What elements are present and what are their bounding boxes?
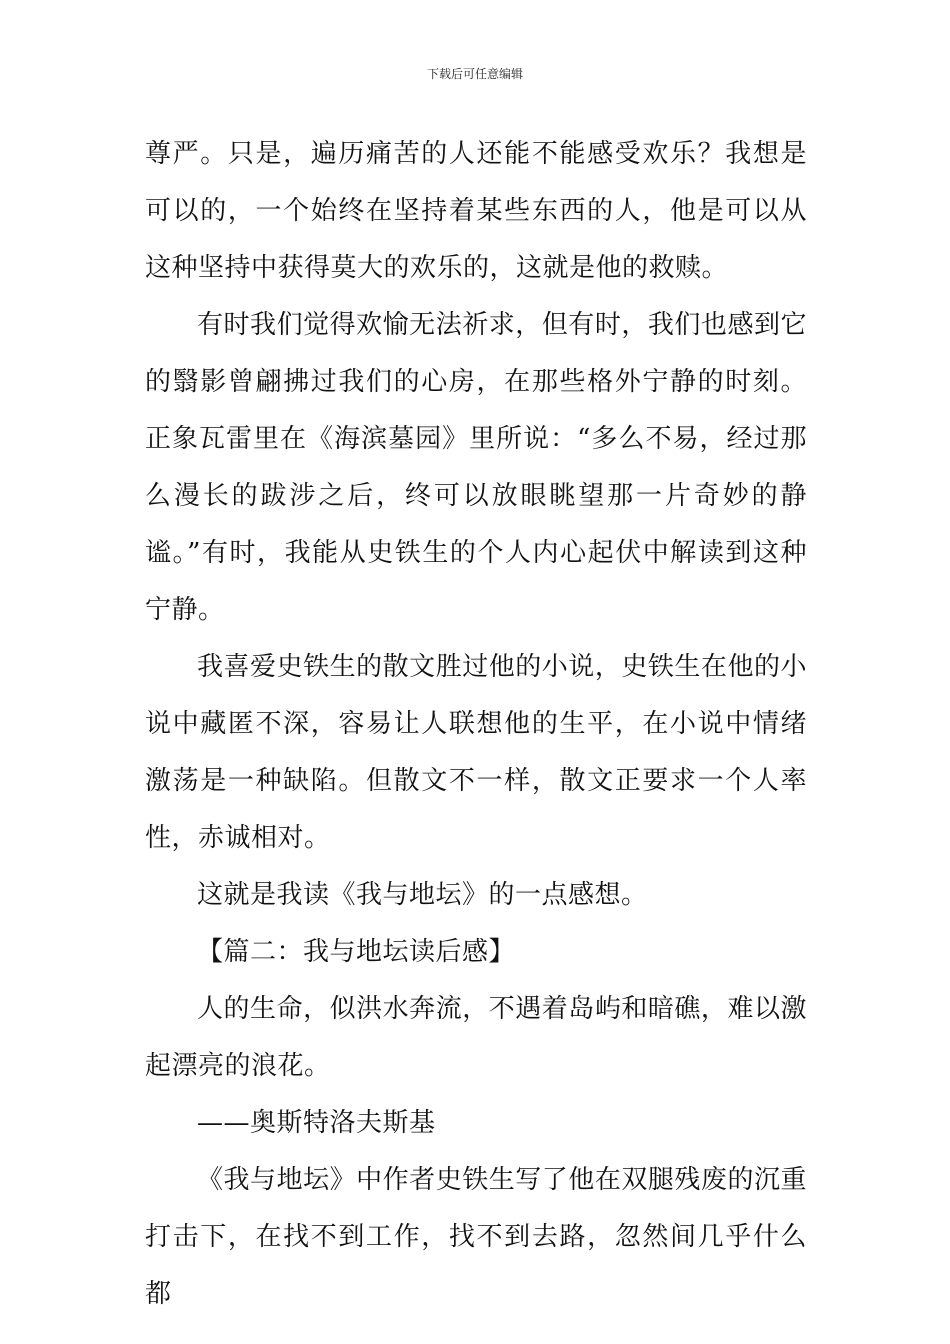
paragraph-conclusion: 这就是我读《我与地坛》的一点感想。 xyxy=(197,880,648,910)
paragraph-prose-preference: 我喜爱史铁生的散文胜过他的小说，史铁生在他的小说中藏匿不深，容易让人联想他的生平，在小说中情绪激荡是一种缺陷。但散文不一样，散文正要求一个人率性，赤诚相对。 xyxy=(145,652,807,853)
document-body xyxy=(145,126,807,1323)
section-heading: 【篇二：我与地坛读后感】 xyxy=(197,937,516,967)
paragraph-serenity: 有时我们觉得欢愉无法祈求，但有时，我们也感到它的翳影曾翩拂过我们的心房，在那些格外宁静的时刻。正象瓦雷里在《海滨墓园》里所说：“多么不易，经过那么漫长的跋涉之后，终可以放眼眺望那一片奇妙的静谧。”有时，我能从史铁生的个人内心起伏中解读到这种宁静。 xyxy=(145,310,807,625)
paragraph-essay-intro: 《我与地坛》中作者史铁生写了他在双腿残废的沉重打击下，在找不到工作，找不到去路，忽然间几乎什么都 xyxy=(145,1165,807,1309)
epigraph-quote: 人的生命，似洪水奔流，不遇着岛屿和暗礁，难以激起漂亮的浪花。 xyxy=(145,994,807,1081)
paragraph-continued: 尊严。只是，遍历痛苦的人还能不能感受欢乐？我想是可以的，一个始终在坚持着某些东西的人，他是可以从这种坚持中获得莫大的欢乐的，这就是他的救赎。 xyxy=(145,139,807,283)
page-header: 下载后可任意编辑 xyxy=(426,67,523,81)
epigraph-attribution: ——奥斯特洛夫斯基 xyxy=(197,1108,436,1138)
